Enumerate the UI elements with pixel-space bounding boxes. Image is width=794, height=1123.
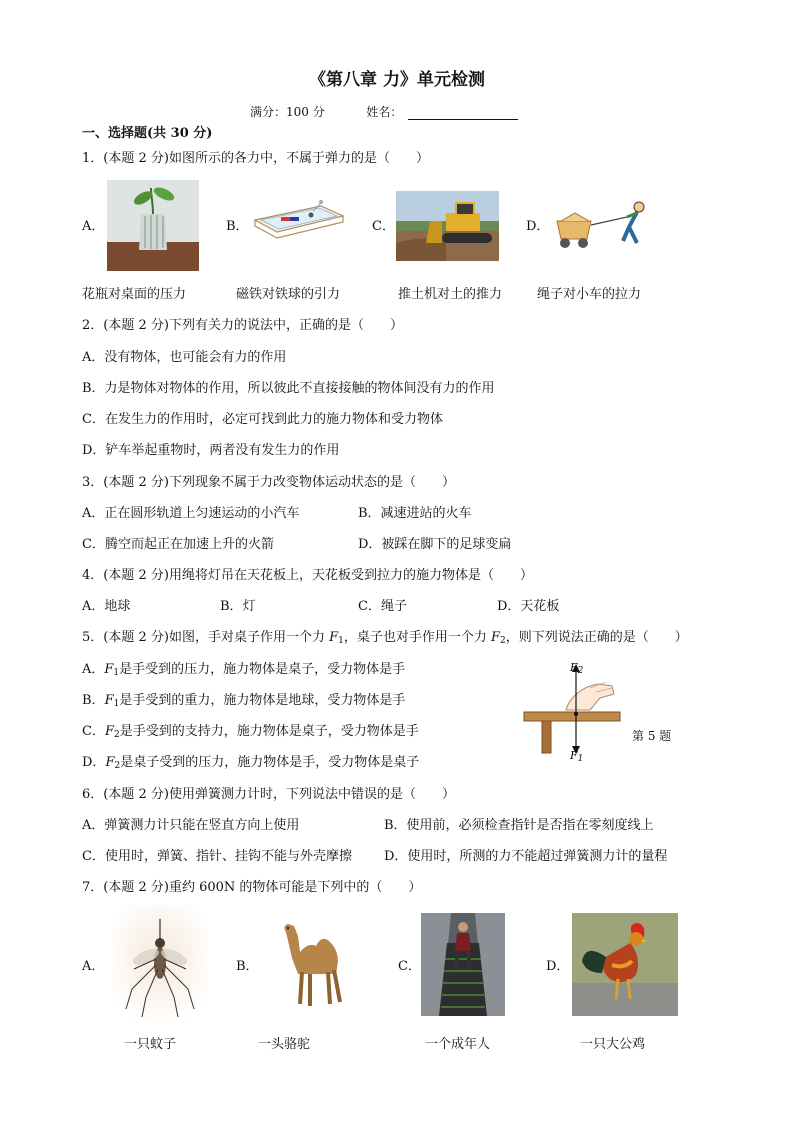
fig-f1-sym: F bbox=[570, 749, 578, 762]
q5-d-letter: D． bbox=[82, 755, 106, 770]
boy-pulling-cart-drawing-icon bbox=[553, 199, 653, 251]
q5-c-letter: C． bbox=[82, 724, 105, 739]
q7-label-a: A． bbox=[82, 959, 105, 974]
q5-stem-post: ，则下列说法正确的是（ ） bbox=[505, 630, 688, 645]
q5-stem bbox=[82, 630, 688, 649]
q2-option-b: B．力是物体对物体的作用，所以彼此不直接接触的物体间没有力的作用 bbox=[82, 381, 495, 396]
q1-label-d: D． bbox=[526, 219, 550, 234]
q5-f1-symbol: F bbox=[329, 630, 339, 645]
person-escalator-photo-icon bbox=[421, 913, 505, 1016]
q5-d-sym: F bbox=[105, 755, 115, 770]
q2-option-d: D．铲车举起重物时，两者没有发生力的作用 bbox=[82, 443, 340, 458]
name-label: 姓名： bbox=[366, 105, 403, 119]
q1-stem: 1．(本题 2 分)如图所示的各力中，不属于弹力的是（ ） bbox=[82, 151, 429, 166]
q2-option-c: C．在发生力的作用时，必定可找到此力的施力物体和受力物体 bbox=[82, 412, 443, 427]
fig-f2-label bbox=[570, 660, 583, 679]
q5-a-sym: F bbox=[104, 662, 114, 677]
q5-c-sym: F bbox=[104, 724, 114, 739]
q5-a-text: 是手受到的压力，施力物体是桌子，受力物体是手 bbox=[119, 662, 406, 677]
q5-b-sym: F bbox=[104, 693, 114, 708]
q4-option-b: B．灯 bbox=[220, 599, 256, 614]
q6-option-d: D．使用时，所测的力不能超过弹簧测力计的量程 bbox=[384, 849, 668, 864]
vase-plant-photo-icon bbox=[107, 180, 199, 271]
q7-caption-c: 一个成年人 bbox=[425, 1037, 491, 1052]
figure-5-label: 第 5 题 bbox=[632, 729, 672, 743]
q5-c-sub: 2 bbox=[113, 730, 120, 740]
q5-option-d bbox=[82, 755, 419, 774]
q1-label-b: B． bbox=[226, 219, 249, 234]
q5-option-b bbox=[82, 693, 405, 712]
fig-f2-sym: F bbox=[570, 661, 578, 674]
q6-option-b: B．使用前，必须检查指针是否指在零刻度线上 bbox=[384, 818, 654, 833]
camel-photo-icon bbox=[268, 912, 360, 1012]
q7-caption-d: 一只大公鸡 bbox=[580, 1037, 646, 1052]
q6-stem: 6．(本题 2 分)使用弹簧测力计时，下列说法中错误的是（ ） bbox=[82, 787, 455, 802]
q4-option-d: D．天花板 bbox=[497, 599, 560, 614]
q5-b-text: 是手受到的重力，施力物体是地球，受力物体是手 bbox=[119, 693, 406, 708]
meta-line bbox=[250, 104, 518, 120]
q1-caption-b: 磁铁对铁球的引力 bbox=[236, 287, 341, 302]
q5-stem-pre: 5．(本题 2 分)如图，手对桌子作用一个力 bbox=[82, 630, 330, 645]
q5-f2-sub: 2 bbox=[500, 636, 506, 646]
q1-caption-c: 推土机对土的推力 bbox=[398, 287, 503, 302]
fig-f1-label bbox=[570, 748, 583, 767]
full-score: 满分：100 分 bbox=[250, 105, 325, 119]
q5-option-c bbox=[82, 724, 419, 743]
q4-option-c: C．绳子 bbox=[358, 599, 407, 614]
q5-a-letter: A． bbox=[82, 662, 105, 677]
page-title: 《第八章 力》单元检测 bbox=[309, 70, 485, 90]
q1-label-c: C． bbox=[372, 219, 395, 234]
q1-caption-d: 绳子对小车的拉力 bbox=[537, 287, 642, 302]
q7-label-d: D． bbox=[546, 959, 570, 974]
q4-option-a: A．地球 bbox=[82, 599, 131, 614]
q5-a-sub: 1 bbox=[113, 668, 120, 678]
q5-stem-mid: ，桌子也对手作用一个力 bbox=[343, 630, 491, 645]
q5-option-a bbox=[82, 662, 405, 681]
q6-option-c: C．使用时，弹簧、指针、挂钩不能与外壳摩擦 bbox=[82, 849, 352, 864]
section-heading: 一、选择题(共 30 分) bbox=[82, 126, 213, 141]
q5-f1-sub: 1 bbox=[338, 636, 344, 646]
q7-caption-b: 一头骆驼 bbox=[258, 1037, 311, 1052]
q5-f2-symbol: F bbox=[491, 630, 501, 645]
mosquito-photo-icon bbox=[112, 905, 208, 1023]
q1-label-a: A． bbox=[82, 219, 105, 234]
q7-label-c: C． bbox=[398, 959, 421, 974]
q3-option-c: C．腾空而起正在加速上升的火箭 bbox=[82, 537, 274, 552]
rooster-photo-icon bbox=[572, 913, 678, 1016]
q3-option-a: A．正在圆形轨道上匀速运动的小汽车 bbox=[82, 506, 300, 521]
q7-caption-a: 一只蚊子 bbox=[124, 1037, 177, 1052]
q5-d-sub: 2 bbox=[114, 761, 121, 771]
fig-f1-sub: 1 bbox=[577, 754, 584, 764]
q7-stem: 7．(本题 2 分)重约 600N 的物体可能是下列中的（ ） bbox=[82, 880, 422, 895]
q3-stem: 3．(本题 2 分)下列现象不属于力改变物体运动状态的是（ ） bbox=[82, 475, 455, 490]
q7-label-b: B． bbox=[236, 959, 259, 974]
bulldozer-photo-icon bbox=[396, 191, 499, 261]
q3-option-b: B．减速进站的火车 bbox=[358, 506, 472, 521]
q5-b-letter: B． bbox=[82, 693, 105, 708]
name-blank bbox=[408, 107, 518, 120]
q3-option-d: D．被踩在脚下的足球变扁 bbox=[358, 537, 512, 552]
q5-c-text: 是手受到的支持力，施力物体是桌子，受力物体是手 bbox=[119, 724, 419, 739]
q6-option-a: A．弹簧测力计只能在竖直方向上使用 bbox=[82, 818, 300, 833]
q5-d-text: 是桌子受到的压力，施力物体是手，受力物体是桌子 bbox=[120, 755, 420, 770]
q2-stem: 2．(本题 2 分)下列有关力的说法中，正确的是（ ） bbox=[82, 318, 403, 333]
q5-b-sub: 1 bbox=[113, 699, 120, 709]
q4-stem: 4．(本题 2 分)用绳将灯吊在天花板上，天花板受到拉力的施力物体是（ ） bbox=[82, 568, 533, 583]
q1-caption-a: 花瓶对桌面的压力 bbox=[82, 287, 187, 302]
magnet-table-drawing-icon bbox=[251, 194, 346, 240]
q2-option-a: A．没有物体，也可能会有力的作用 bbox=[82, 350, 287, 365]
fig-f2-sub: 2 bbox=[577, 666, 584, 676]
